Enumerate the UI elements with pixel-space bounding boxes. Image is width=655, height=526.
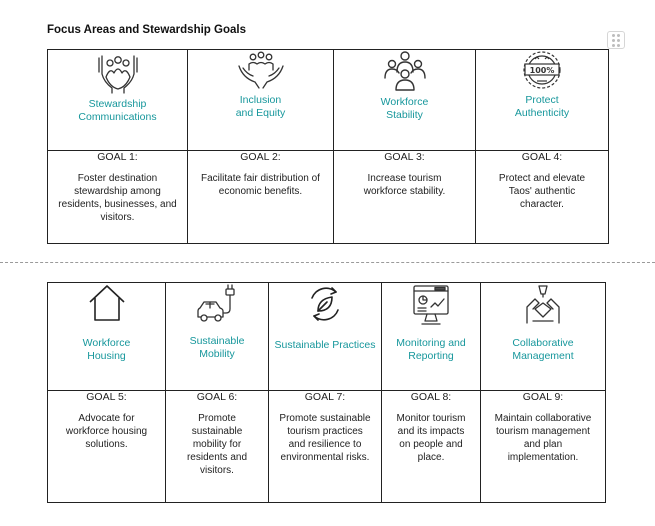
goal-number: GOAL 8: [410, 391, 452, 403]
focus-area-label: Inclusion and Equity [235, 94, 286, 119]
focus-area-label: Sustainable Mobility [189, 335, 245, 360]
goal-description: Facilitate fair distribution of economic benefits. [201, 173, 320, 197]
electric-car-icon [195, 283, 239, 325]
goal-cell [269, 391, 382, 503]
goal-cell [382, 391, 481, 503]
goal-description: Increase tourism workforce stability. [363, 173, 446, 197]
focus-area-cell [382, 283, 481, 391]
goal-cell [334, 151, 476, 244]
authenticity-seal-icon [519, 50, 565, 90]
goal-description: Advocate for workforce housing solutions. [65, 413, 148, 450]
goal-description: Promote sustainable tourism practices and resilience to environmental risks. [279, 413, 371, 463]
focus-area-label: Workforce Stability [380, 96, 429, 121]
focus-area-cell [166, 283, 269, 391]
goal-description: Protect and elevate Taos' authentic character. [498, 173, 586, 210]
drag-handle-icon[interactable] [607, 31, 625, 49]
goal-cell [481, 391, 606, 503]
focus-area-cell [334, 50, 476, 151]
page-title: Focus Areas and Stewardship Goals [47, 24, 246, 36]
hands-holding-people-icon [94, 50, 142, 94]
focus-area-cell [481, 283, 606, 391]
goal-cell [166, 391, 269, 503]
focus-area-label: Stewardship Communications [78, 98, 157, 123]
goal-description: Maintain collaborative tourism management and plan implementation. [494, 413, 592, 463]
goal-number: GOAL 6: [196, 391, 238, 403]
goal-number: GOAL 7: [304, 391, 346, 403]
house-icon [87, 283, 127, 323]
focus-area-cell [269, 283, 382, 391]
focus-area-label: Protect Authenticity [514, 94, 570, 119]
focus-area-cell [48, 50, 188, 151]
focus-area-cell [48, 283, 166, 391]
workforce-group-icon [382, 50, 428, 92]
goal-cell [188, 151, 334, 244]
collaboration-hands-icon [521, 283, 565, 327]
goal-cell [48, 391, 166, 503]
goal-description: Monitor tourism and its impacts on people and place. [396, 413, 466, 463]
focus-area-cell [476, 50, 609, 151]
focus-areas-table-bottom [47, 282, 606, 503]
goal-number: GOAL 5: [86, 391, 127, 403]
goal-number: GOAL 2: [240, 151, 281, 163]
goal-number: GOAL 4: [521, 151, 563, 163]
goal-cell [476, 151, 609, 244]
goal-number: GOAL 3: [384, 151, 425, 163]
focus-areas-table-top [47, 49, 609, 244]
page-divider [0, 262, 655, 263]
goal-description: Promote sustainable mobility for residents and visitors. [186, 413, 248, 476]
goal-number: GOAL 1: [97, 151, 138, 163]
hands-raising-people-icon [235, 50, 287, 90]
focus-area-cell [188, 50, 334, 151]
monitor-chart-icon [411, 283, 451, 327]
goal-number: GOAL 9: [522, 391, 564, 403]
focus-area-label: Collaborative Management [512, 337, 574, 362]
focus-area-label: Workforce Housing [82, 337, 131, 362]
goal-description: Foster destination stewardship among residents, businesses, and visitors. [58, 173, 177, 223]
goal-cell [48, 151, 188, 244]
focus-area-label: Sustainable Practices [274, 339, 376, 351]
svg-text:100%: 100% [529, 66, 555, 75]
recycle-leaf-icon [304, 283, 346, 325]
focus-area-label: Monitoring and Reporting [396, 337, 466, 362]
